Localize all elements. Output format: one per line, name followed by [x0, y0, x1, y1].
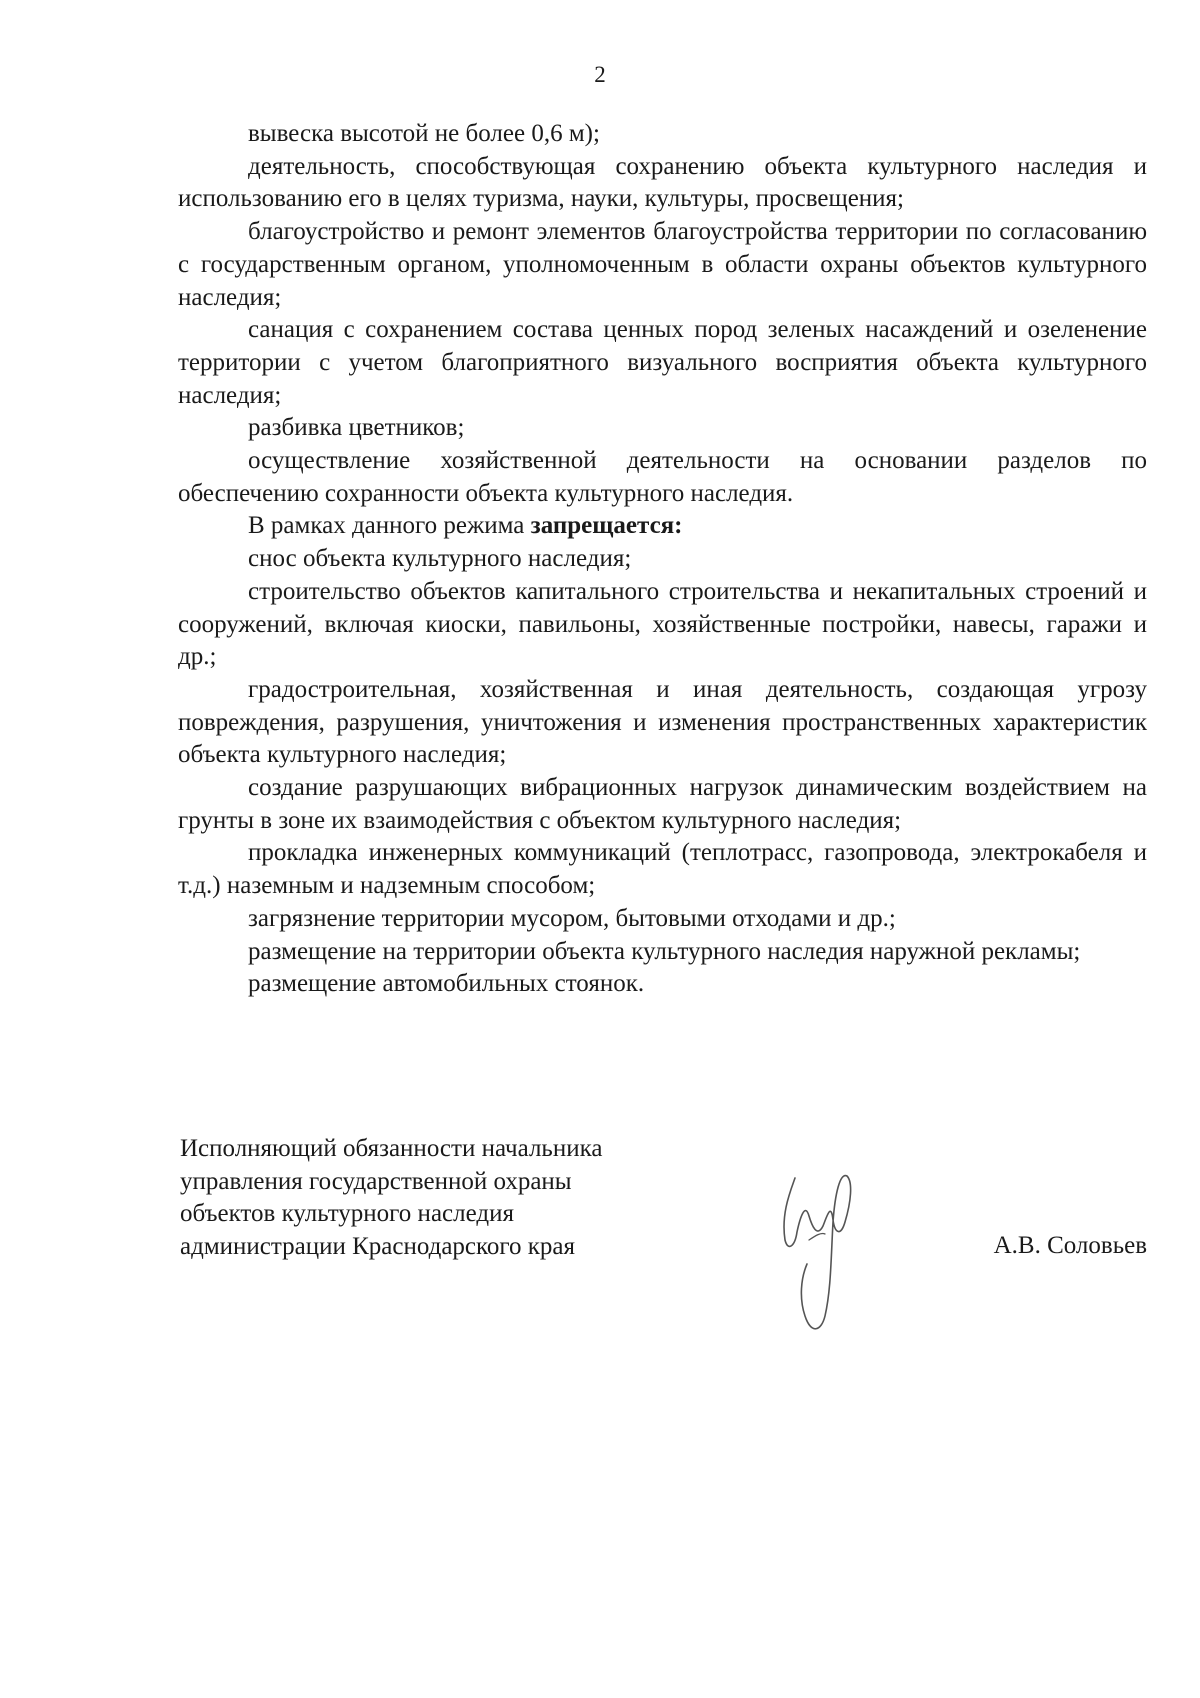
handwritten-signature: [765, 1166, 875, 1346]
paragraph-5: разбивка цветников;: [248, 414, 465, 442]
signatory-position: [180, 1133, 602, 1263]
paragraph-7-text: В рамках данного режима: [248, 512, 531, 540]
paragraph-3: благоустройство и ремонт элементов благоустройства территории по согласованию с государственным органом, уполномоченным в области охраны объектов культурного наследия;: [178, 218, 1147, 311]
paragraph-15: размещение автомобильных стоянок.: [248, 970, 645, 998]
paragraph-13: загрязнение территории мусором, бытовыми отходами и др.;: [248, 904, 896, 932]
paragraph-14: размещение на территории объекта культурного наследия наружной рекламы;: [248, 937, 1081, 965]
paragraph-6: осуществление хозяйственной деятельности на основании разделов по обеспечению сохранности объекта культурного наследия.: [178, 447, 1147, 507]
signature-stroke-minor: [809, 1233, 825, 1240]
paragraph-1: вывеска высотой не более 0,6 м);: [248, 120, 600, 147]
document-body: [178, 118, 1147, 1001]
paragraph-10: градостроительная, хозяйственная и иная деятельность, создающая угрозу повреждения, разрушения, уничтожения и изменения пространственных характеристик объекта культурного наследия;: [178, 675, 1147, 769]
paragraph-2: деятельность, способствующая сохранению объекта культурного наследия и использованию его в целях туризма, науки, культуры, просвещения;: [178, 152, 1147, 213]
position-line-1: Исполняющий обязанности начальника: [180, 1135, 603, 1162]
paragraph-7: [178, 510, 1147, 543]
signature-stroke-main: [784, 1176, 851, 1329]
prohibited-heading: запрещается:: [530, 512, 683, 540]
page-number: 2: [594, 62, 606, 87]
position-line-3: объектов культурного наследия: [180, 1200, 514, 1227]
position-line-4: администрации Краснодарского края: [180, 1232, 576, 1260]
paragraph-12: прокладка инженерных коммуникаций (теплотрасс, газопровода, электрокабеля и т.д.) наземным и надземным способом;: [178, 839, 1147, 900]
position-line-2: управления государственной охраны: [180, 1167, 572, 1195]
paragraph-11: создание разрушающих вибрационных нагрузок динамическим воздействием на грунты в зоне их взаимодействия с объектом культурного наследия;: [178, 774, 1147, 834]
paragraph-8: снос объекта культурного наследия;: [248, 545, 632, 573]
signer-name: А.В. Соловьев: [993, 1232, 1147, 1259]
paragraph-9: строительство объектов капитального строительства и некапитальных строений и сооружений, включая киоски, павильоны, хозяйственные постройки, навесы, гаражи и др.;: [178, 577, 1147, 671]
paragraph-4: санация с сохранением состава ценных пород зеленых насаждений и озеленение территории с учетом благоприятного визуального восприятия объекта культурного наследия;: [178, 316, 1147, 409]
